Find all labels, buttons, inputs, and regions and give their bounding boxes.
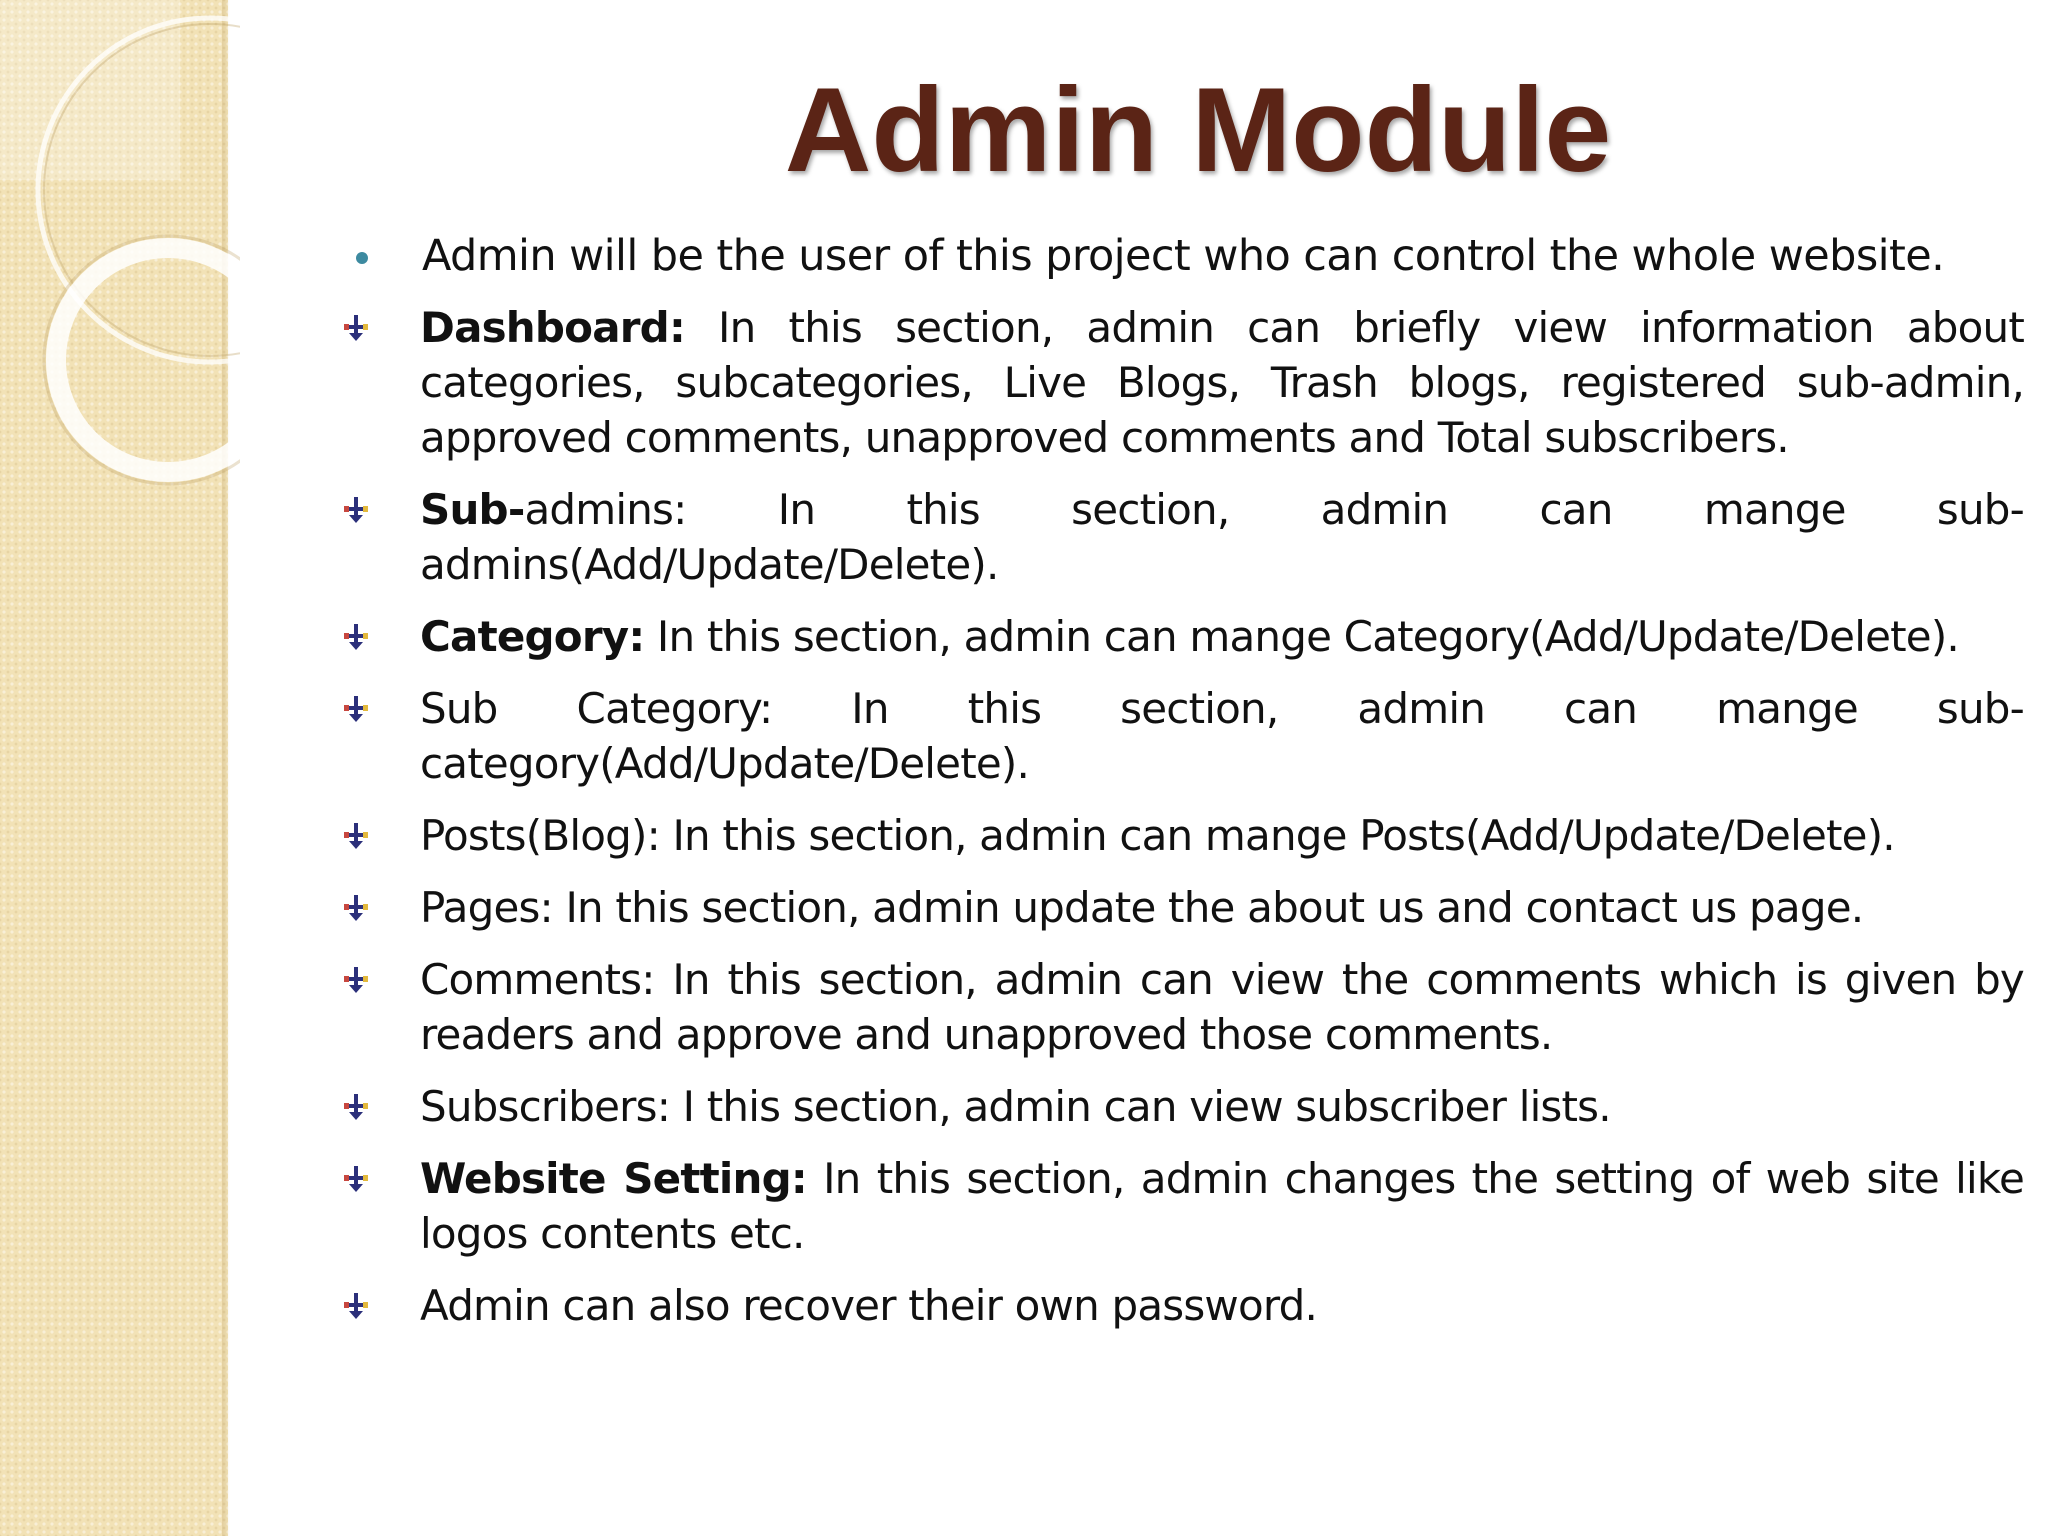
list-item-text — [420, 681, 2024, 791]
list-item-label: Website Setting: — [420, 1154, 807, 1203]
list-item-description: Posts(Blog): In this section, admin can mange Posts(Add/Update/Delete). — [420, 811, 1895, 860]
list-item-text — [420, 1151, 2024, 1261]
list-item-text — [420, 952, 2024, 1062]
list-item-text — [420, 1079, 2024, 1134]
arrow-plus-bullet-icon — [338, 300, 374, 355]
list-item — [338, 952, 2024, 1062]
list-item-text — [420, 482, 2024, 592]
list-item-text — [420, 609, 2024, 664]
list-item — [338, 609, 2024, 664]
list-item-text — [420, 808, 2024, 863]
list-item-label: Dashboard: — [420, 303, 685, 352]
list-item-label: Category: — [420, 612, 645, 661]
list-item-description: Pages: In this section, admin update the about us and contact us page. — [420, 883, 1864, 932]
arrow-plus-bullet-icon — [338, 609, 374, 664]
list-item — [338, 681, 2024, 791]
list-item-label: Sub- — [420, 485, 525, 534]
intro-text: Admin will be the user of this project who can control the whole website. — [422, 231, 1945, 281]
intro-line — [356, 228, 2016, 284]
arrow-plus-bullet-icon — [338, 1151, 374, 1206]
list-item-description: Subscribers: I this section, admin can view subscriber lists. — [420, 1082, 1611, 1131]
list-item-description: In this section, admin can briefly view information about categories, subcategories, Live Blogs, Trash blogs, registered sub-admin, approved comments, unapproved comments and Total subscribers. — [420, 303, 2024, 462]
list-item — [338, 880, 2024, 935]
list-item-text — [420, 1278, 2024, 1333]
list-item-description: In this section, admin changes the setting of web site like logos contents etc. — [420, 1154, 2024, 1258]
arrow-plus-bullet-icon — [338, 482, 374, 537]
decorative-rings — [0, 0, 240, 520]
arrow-plus-bullet-icon — [338, 880, 374, 935]
arrow-plus-bullet-icon — [338, 1079, 374, 1134]
list-item — [338, 1278, 2024, 1333]
list-item — [338, 1151, 2024, 1261]
list-item-description: Sub Category: In this section, admin can mange sub-category(Add/Update/Delete). — [420, 684, 2024, 788]
arrow-plus-bullet-icon — [338, 808, 374, 863]
list-item-text — [420, 300, 2024, 465]
module-feature-list — [338, 300, 2024, 1350]
list-item — [338, 300, 2024, 465]
slide-title: Admin Module — [784, 63, 1612, 197]
arrow-plus-bullet-icon — [338, 952, 374, 1007]
list-item-text — [420, 880, 2024, 935]
list-item — [338, 482, 2024, 592]
arrow-plus-bullet-icon — [338, 1278, 374, 1333]
list-item — [338, 1079, 2024, 1134]
list-item-description: Comments: In this section, admin can view the comments which is given by readers and approve and unapproved those comments. — [420, 955, 2024, 1059]
list-item-description: In this section, admin can mange Category(Add/Update/Delete). — [644, 612, 1959, 661]
list-item-description: Admin can also recover their own password. — [420, 1281, 1318, 1330]
arrow-plus-bullet-icon — [338, 681, 374, 736]
dot-icon — [356, 252, 368, 264]
list-item — [338, 808, 2024, 863]
list-item-description: admins: In this section, admin can mange sub-admins(Add/Update/Delete). — [420, 485, 2024, 589]
